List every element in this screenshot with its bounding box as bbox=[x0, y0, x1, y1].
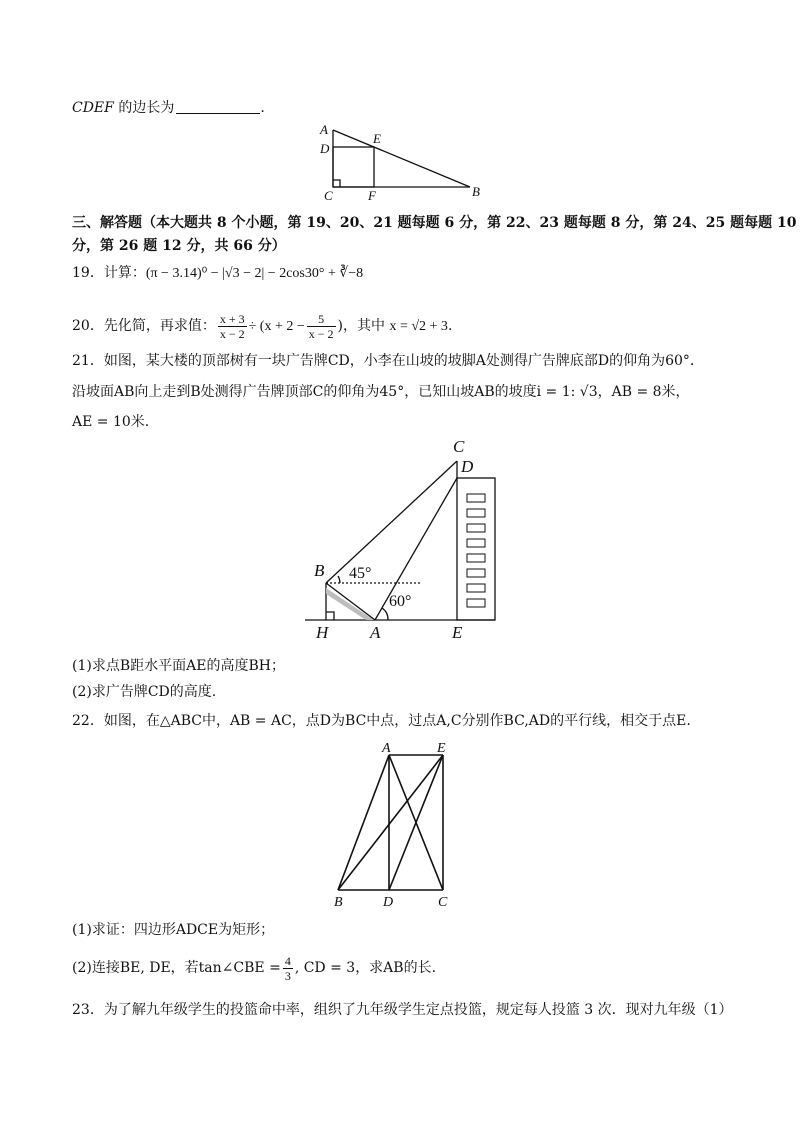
fig22-be bbox=[338, 755, 443, 890]
q20-frac2-num: 5 bbox=[307, 312, 336, 327]
fig22-de bbox=[389, 755, 443, 890]
fig21-window bbox=[467, 584, 485, 592]
fig21-label-a: A bbox=[370, 623, 381, 642]
fig21-window bbox=[467, 494, 485, 502]
q20-mid: ÷ (x + 2 − bbox=[248, 319, 305, 334]
fig22-label-d: D bbox=[383, 895, 394, 910]
q21-line3: AE = 10米. bbox=[72, 414, 150, 430]
fig21-angle-60: 60° bbox=[389, 593, 412, 610]
fig21-line-bc bbox=[326, 461, 457, 583]
fig21-angle-45: 45° bbox=[349, 565, 372, 582]
q19 bbox=[72, 263, 740, 284]
fig18-right-angle bbox=[333, 180, 340, 187]
fig21-window bbox=[467, 509, 485, 517]
fig22-label-c: C bbox=[438, 895, 448, 910]
q20-frac2 bbox=[307, 312, 336, 341]
fig22-label-a: A bbox=[382, 741, 391, 756]
q23-line1: 23．为了解九年级学生的投篮命中率，组织了九年级学生定点投篮，规定每人投篮 3 次．现对九年级（1） bbox=[72, 1002, 733, 1018]
section3-title-2: 分，第 26 题 12 分，共 66 分） bbox=[72, 238, 286, 254]
fig21-arc-60 bbox=[382, 608, 388, 620]
fig21-building bbox=[457, 478, 495, 620]
q21-sub1: (1)求点B距水平面AE的高度BH； bbox=[72, 658, 285, 674]
q20-cond: x = √2 + 3 bbox=[389, 319, 448, 334]
q22-sub2-a: (2)连接BE, DE，若tan∠CBE = bbox=[72, 960, 281, 976]
fig21-label-h: H bbox=[316, 623, 329, 642]
fig22-ac bbox=[389, 755, 443, 890]
fig22-ab bbox=[338, 755, 389, 890]
section3-title-1: 三、解答题（本大题共 8 个小题，第 19、20、21 题每题 6 分，第 22、23 题每题 8 分，第 24、25 题每题 10 bbox=[72, 215, 797, 231]
fig21-window bbox=[467, 524, 485, 532]
fig21-right-angle bbox=[326, 612, 334, 620]
fig21-arc-45 bbox=[338, 576, 340, 583]
fig21-label-e: E bbox=[452, 623, 463, 642]
fig21-label-c: C bbox=[453, 437, 465, 456]
fig18-label-f: F bbox=[368, 188, 376, 203]
fig18-square bbox=[333, 147, 374, 187]
q19-label: 19．计算： bbox=[72, 265, 146, 281]
q20: 20．先化简，再求值： $\frac{x + 3}{x - 2}$ ÷ (x + 2 − $\frac{5}{x - 2}$ )，其中 x = √2 + 3. bbox=[72, 311, 453, 341]
q20-frac2-den: x − 2 bbox=[308, 326, 334, 341]
fig18-label-c: C bbox=[324, 188, 333, 203]
q18-text: 的边长为 bbox=[118, 100, 175, 116]
q19-expr: (π − 3.14)⁰ − |√3 − 2| − 2cos30° + ∛−8 bbox=[145, 266, 364, 281]
q21-line1: 21．如图，某大楼的顶部树有一块广告牌CD，小李在山坡的坡脚A处测得广告牌底部D的仰角为60°. bbox=[72, 353, 695, 369]
fig18-label-b: B bbox=[472, 184, 480, 199]
fig22-label-e: E bbox=[437, 741, 446, 756]
q20-end: )，其中 bbox=[337, 318, 385, 334]
fig21-label-b: B bbox=[314, 561, 325, 580]
fig18-label-d: D bbox=[320, 141, 330, 156]
answer-blank bbox=[176, 99, 260, 114]
q21-line2: 沿坡面AB向上走到B处测得广告牌顶部C的仰角为45°，已知山坡AB的坡度i = 1: √3，AB = 8米， bbox=[72, 384, 690, 400]
q22-sub2 bbox=[72, 948, 740, 988]
fig21-window bbox=[467, 554, 485, 562]
fig22-label-b: B bbox=[334, 895, 343, 910]
q20-frac1-num: x + 3 bbox=[219, 311, 245, 326]
fig21-window bbox=[467, 569, 485, 577]
q22-frac bbox=[283, 954, 293, 983]
fig21-line-ad bbox=[375, 478, 457, 620]
q18-var: CDEF bbox=[72, 100, 114, 116]
q20-label: 20．先化简，再求值： bbox=[72, 318, 216, 334]
fig18-label-e: E bbox=[373, 131, 381, 146]
q20-frac1-den: x − 2 bbox=[219, 326, 245, 341]
q22-line1: 22．如图，在△ABC中，AB = AC，点D为BC中点，过点A,C分别作BC,AD的平行线，相交于点E. bbox=[72, 713, 691, 729]
q22-frac-num: 4 bbox=[284, 953, 291, 968]
q20-frac1 bbox=[218, 312, 247, 341]
q22-sub2-b: , CD = 3，求AB的长. bbox=[294, 960, 437, 976]
q18-tail: CDEF 的边长为 . bbox=[72, 100, 265, 116]
fig21-window bbox=[467, 599, 485, 607]
q21-sub2: (2)求广告牌CD的高度. bbox=[72, 684, 217, 700]
fig18-label-a: A bbox=[320, 122, 328, 137]
fig21-slope bbox=[326, 583, 375, 620]
fig18-hyp-ab bbox=[333, 130, 470, 187]
fig21-slope-shade bbox=[326, 588, 374, 620]
fig21-window bbox=[467, 539, 485, 547]
fig21-label-d: D bbox=[461, 457, 474, 476]
q22-frac-den: 3 bbox=[284, 968, 291, 983]
q22-sub1: (1)求证：四边形ADCE为矩形； bbox=[72, 922, 275, 938]
